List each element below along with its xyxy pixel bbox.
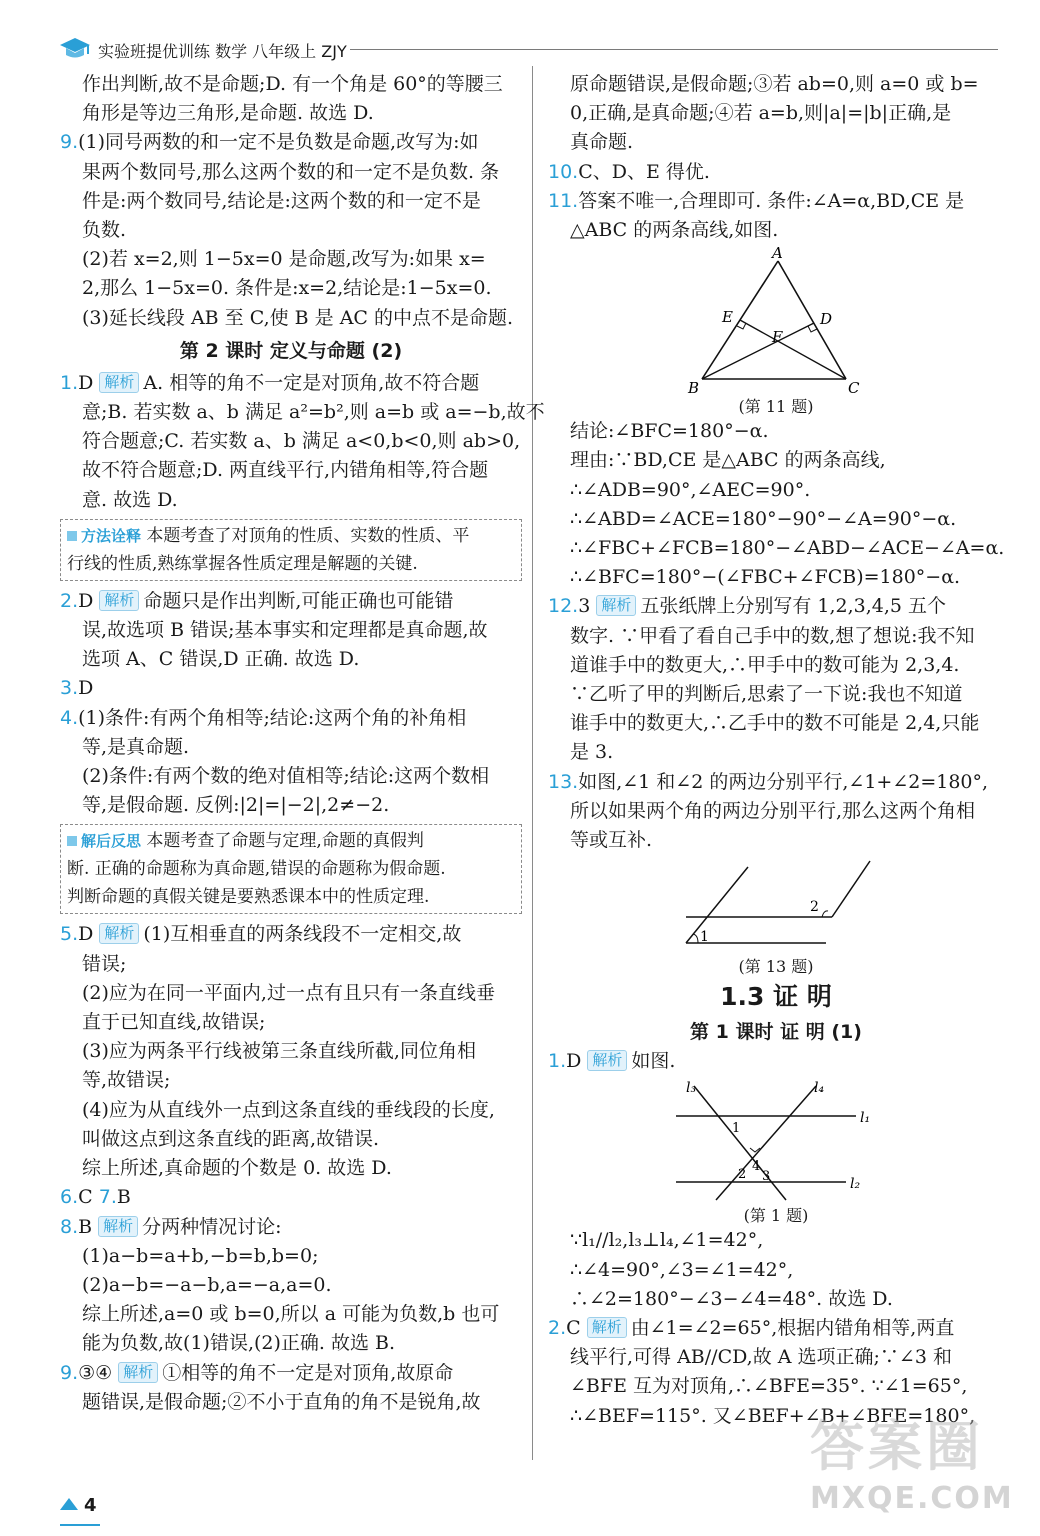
page-marker-icon [60, 1498, 78, 1510]
answer-text: 错误; [82, 952, 127, 975]
answer-text: 分两种情况讨论: [142, 1215, 282, 1238]
angle-label-2: 2 [738, 1167, 747, 1183]
watermark [810, 1404, 1014, 1524]
altitude-bd [702, 323, 814, 379]
parallel-angles-figure [676, 857, 876, 957]
answer-text: 选项 A、C 错误,D 正确. 故选 D. [82, 648, 360, 671]
answer-text: ∴∠ADB=90°,∠AEC=90°. [570, 478, 811, 501]
question-number: 5. [60, 923, 79, 946]
answer-text: 是 3. [570, 741, 614, 764]
tip-text: 判断命题的真假关键是要熟悉课本中的性质定理. [67, 887, 430, 908]
footer-rule [60, 1524, 100, 1526]
answer-text: A. 相等的角不一定是对顶角,故不符合题 [143, 371, 480, 394]
answer-choice: C [78, 1186, 93, 1209]
answer-text: 0,正确,是真命题;④若 a=b,则|a|=|b|正确,是 [570, 102, 952, 125]
answer-text: (3)应为两条平行线被第三条直线所截,同位角相 [82, 1040, 476, 1063]
answer-text: 叫做这点到这条直线的距离,故错误. [82, 1127, 380, 1150]
answer-text: (1)a−b=a+b,−b=b,b=0; [82, 1244, 319, 1267]
page-number-text: 4 [84, 1495, 97, 1516]
answer-choice: C [566, 1317, 581, 1340]
lesson-title: 第 1 课时 证 明 (1) [690, 1021, 862, 1044]
answer-text: 误,故选项 B 错误;基本事实和定理都是真命题,故 [82, 619, 488, 642]
answer-text: 理由:∵BD,CE 是△ABC 的两条高线, [570, 449, 886, 472]
tip-marker-icon [67, 531, 77, 541]
line-label-l4: l₄ [814, 1080, 825, 1097]
question-number: 4. [60, 706, 79, 729]
answer-text: 负数. [82, 219, 127, 242]
question-number: 2. [548, 1317, 567, 1340]
line-label-l2: l₂ [850, 1176, 861, 1193]
question-1 [60, 369, 545, 515]
question-number: 1. [60, 371, 79, 394]
question-number: 9. [60, 1361, 79, 1384]
question-number: 2. [60, 589, 79, 612]
question-number: 12. [548, 595, 579, 618]
question-6-7 [60, 1183, 522, 1212]
answer-text: 道谁手中的数更大,∴甲手中的数可能为 2,3,4. [570, 653, 960, 676]
page-number [60, 1495, 97, 1516]
answer-text: 综上所述,真命题的个数是 0. 故选 D. [82, 1157, 392, 1180]
figure-caption: (第 11 题) [738, 397, 814, 417]
answer-text: 等,是真命题. [82, 735, 190, 758]
answer-text: 故不符合题意;D. 两直线平行,内错角相等,符合题 [82, 459, 489, 482]
answer-text: ∴∠BFC=180°−(∠FBC+∠FCB)=180°−α. [570, 566, 961, 589]
analysis-tag: 解析 [596, 595, 636, 616]
answer-text: 结论:∠BFC=180°−α. [570, 420, 769, 443]
answer-text: (2)若 x=2,则 1−5x=0 是命题,改写为:如果 x= [82, 248, 486, 271]
answer-text: 题错误,是假命题;②不小于直角的角不是锐角,故 [82, 1390, 481, 1413]
watermark-url: MXQE.COM [810, 1481, 1014, 1516]
answer-text: 如图,∠1 和∠2 的两边分别平行,∠1+∠2=180°, [578, 770, 989, 793]
tip-text: 本题考查了命题与定理,命题的真假判 [146, 831, 424, 852]
answer-choice: D [78, 923, 94, 946]
tip-text: 行线的性质,熟练掌握各性质定理是解题的关键. [67, 553, 418, 574]
intersecting-lines-figure [666, 1078, 886, 1206]
question-9 [60, 128, 522, 332]
altitude-ce [740, 320, 846, 379]
ray-1-slant [686, 867, 748, 946]
ray-2-slant [832, 861, 870, 917]
angle-label-4: 4 [752, 1159, 761, 1175]
line-label-l1: l₁ [860, 1110, 871, 1127]
watermark-text: 答案圈 [810, 1415, 984, 1478]
angle-label-2: 2 [810, 899, 819, 916]
answer-choice: D [78, 589, 94, 612]
vertex-label-e: E [722, 308, 733, 327]
answer-text: 2,那么 1−5x=0. 条件是:x=2,结论是:1−5x=0. [82, 277, 492, 300]
line-label-l3: l₃ [686, 1080, 697, 1097]
tip-text: 本题考查了对顶角的性质、实数的性质、平 [146, 525, 470, 546]
answer-choice: B [78, 1215, 93, 1238]
tip-label: 方法诠释 [81, 526, 142, 545]
answer-choice: B [116, 1186, 131, 1209]
vertex-label-c: C [848, 379, 860, 398]
answer-text: 等,是假命题. 反例:|2|=|−2|,2≠−2. [82, 794, 390, 817]
answer-text: 如图. [631, 1050, 676, 1073]
question-12 [548, 592, 1004, 767]
question-11 [548, 187, 1004, 593]
answer-text: 线平行,可得 AB//CD,故 A 选项正确;∵∠3 和 [570, 1346, 952, 1369]
right-column [548, 70, 1004, 1431]
answer-text: 符合题意;C. 若实数 a、b 满足 a<0,b<0,则 ab>0, [82, 430, 521, 453]
question-number: 1. [548, 1050, 567, 1073]
vertex-label-a: A [772, 247, 783, 263]
answer-text: 谁手中的数更大,∴乙手中的数不可能是 2,4,只能 [570, 712, 980, 735]
section-title: 第 2 课时 定义与命题 (2) [179, 339, 403, 362]
angle-arc-1 [693, 934, 698, 943]
question-number: 9. [60, 131, 79, 154]
section-big-title: 1.3 证 明 [720, 982, 832, 1012]
answer-choice: ③④ [78, 1361, 113, 1384]
question-2 [60, 587, 522, 675]
vertex-label-f: F [772, 328, 783, 347]
angle-label-1: 1 [732, 1121, 741, 1137]
answer-text: 等,故错误; [82, 1069, 171, 1092]
triangle-figure [686, 247, 866, 397]
answer-choice: D [78, 677, 94, 700]
tip-text: 断. 正确的命题称为真命题,错误的命题称为假命题. [67, 859, 446, 880]
question-4 [60, 704, 522, 821]
question-10 [548, 158, 1004, 187]
question-8 [60, 1213, 522, 1359]
answer-text: (2)a−b=−a−b,a=−a,a=0. [82, 1273, 332, 1296]
answer-text: (1)条件:有两个角相等;结论:这两个角的补角相 [78, 706, 467, 729]
answer-text: ∴∠2=180°−∠3−∠4=48°. 故选 D. [570, 1287, 893, 1310]
answer-text: ∴∠4=90°,∠3=∠1=42°, [570, 1258, 794, 1281]
figure-caption: (第 13 题) [738, 957, 814, 977]
column-divider [532, 66, 533, 1460]
answer-text: 意;B. 若实数 a、b 满足 a²=b²,则 a=b 或 a=−b,故不 [82, 401, 545, 424]
answer-text: 果两个数同号,那么这两个数的和一定不是负数. 条 [82, 160, 500, 183]
angle-label-1: 1 [700, 929, 709, 946]
question-5 [60, 920, 522, 1183]
intro-line: 作出判断,故不是命题;D. 有一个角是 60°的等腰三 [82, 73, 503, 95]
analysis-tag: 解析 [98, 1216, 138, 1237]
answer-text: ∴∠ABD=∠ACE=180°−90°−∠A=90°−α. [570, 507, 957, 530]
answer-text: 真命题. [570, 131, 634, 154]
vertex-label-d: D [820, 310, 833, 329]
answer-text: 等或互补. [570, 829, 653, 852]
header-title: 实验班提优训练 数学 八年级上 ZJY [98, 42, 347, 61]
answer-text: 原命题错误,是假命题;③若 ab=0,则 a=0 或 b= [570, 73, 979, 95]
answer-text: (2)条件:有两个数的绝对值相等;结论:这两个数相 [82, 765, 490, 788]
answer-text: 意. 故选 D. [82, 488, 178, 511]
answer-text: 件是:两个数同号,结论是:这两个数的和一定不是 [82, 189, 481, 212]
answer-text: ∴∠FBC+∠FCB=180°−∠ABD−∠ACE−∠A=α. [570, 537, 1005, 560]
segment-ac [778, 261, 846, 379]
tip-label: 解后反思 [81, 832, 142, 851]
question-number: 8. [60, 1215, 79, 1238]
analysis-tag: 解析 [99, 590, 139, 611]
answer-text: ∴∠BEF=115°. 又∠BEF+∠B+∠BFE=180°, [570, 1404, 976, 1427]
reflection-tip-box [60, 824, 522, 914]
answer-text: ∵l₁//l₂,l₃⊥l₄,∠1=42°, [570, 1229, 764, 1252]
answer-choice: 3 [578, 595, 591, 618]
page-header [58, 36, 998, 64]
answer-text: △ABC 的两条高线,如图. [570, 219, 779, 242]
question-number: 11. [548, 189, 579, 212]
answer-text: 五张纸牌上分别写有 1,2,3,4,5 五个 [640, 595, 947, 618]
answer-choice: D [78, 371, 94, 394]
answer-text: 综上所述,a=0 或 b=0,所以 a 可能为负数,b 也可 [82, 1303, 500, 1326]
answer-text: ①相等的角不一定是对顶角,故原命 [162, 1361, 454, 1384]
intro-line: 角形是等边三角形,是命题. 故选 D. [82, 102, 374, 125]
question-number: 3. [60, 677, 79, 700]
graduation-cap-icon [58, 36, 92, 62]
answer-text: ∵乙听了甲的判断后,思索了一下说:我也不知道 [570, 683, 963, 706]
method-tip-box [60, 519, 522, 581]
analysis-tag: 解析 [99, 923, 139, 944]
tip-marker-icon [67, 836, 77, 846]
answer-text: 直于已知直线,故错误; [82, 1011, 266, 1034]
analysis-tag: 解析 [587, 1050, 627, 1071]
answer-text: (1)同号两数的和一定不是负数是命题,改写为:如 [78, 131, 479, 154]
answer-text: 命题只是作出判断,可能正确也可能错 [143, 589, 454, 612]
answer-text: (2)应为在同一平面内,过一点有且只有一条直线垂 [82, 981, 495, 1004]
answer-text: ∠BFE 互为对顶角,∴∠BFE=35°. ∵∠1=65°, [570, 1375, 968, 1398]
answer-text: C、D、E 得优. [578, 160, 710, 183]
angle-label-3: 3 [762, 1169, 771, 1185]
answer-text: 答案不唯一,合理即可. 条件:∠A=α,BD,CE 是 [578, 189, 965, 212]
question-9-b [60, 1359, 522, 1417]
answer-text: 能为负数,故(1)错误,(2)正确. 故选 B. [82, 1332, 396, 1355]
angle-arc-2 [822, 911, 828, 917]
line-l3 [694, 1086, 786, 1200]
question-number: 13. [548, 770, 579, 793]
analysis-tag: 解析 [99, 372, 139, 393]
answer-text: 所以如果两个角的两边分别平行,那么这两个角相 [570, 799, 976, 822]
analysis-tag: 解析 [587, 1317, 627, 1338]
figure-caption: (第 1 题) [743, 1206, 809, 1226]
question-13 [548, 768, 1004, 978]
answer-choice: D [566, 1050, 582, 1073]
answer-text: 数字. ∵甲看了看自己手中的数,想了想说:我不知 [570, 624, 975, 647]
left-column [60, 70, 545, 1417]
question-number: 10. [548, 160, 579, 183]
vertex-label-b: B [688, 379, 700, 398]
question-number: 6. [60, 1186, 79, 1209]
question-3 [60, 674, 522, 703]
analysis-tag: 解析 [118, 1362, 158, 1383]
proof-question-1 [548, 1047, 1004, 1314]
answer-text: (3)延长线段 AB 至 C,使 B 是 AC 的中点不是命题. [82, 306, 514, 329]
header-rule [350, 49, 998, 50]
question-number: 7. [98, 1186, 117, 1209]
answer-text: 由∠1=∠2=65°,根据内错角相等,两直 [630, 1317, 955, 1340]
answer-text: (1)互相垂直的两条线段不一定相交,故 [143, 923, 462, 946]
answer-text: (4)应为从直线外一点到这条直线的垂线段的长度, [82, 1098, 495, 1121]
